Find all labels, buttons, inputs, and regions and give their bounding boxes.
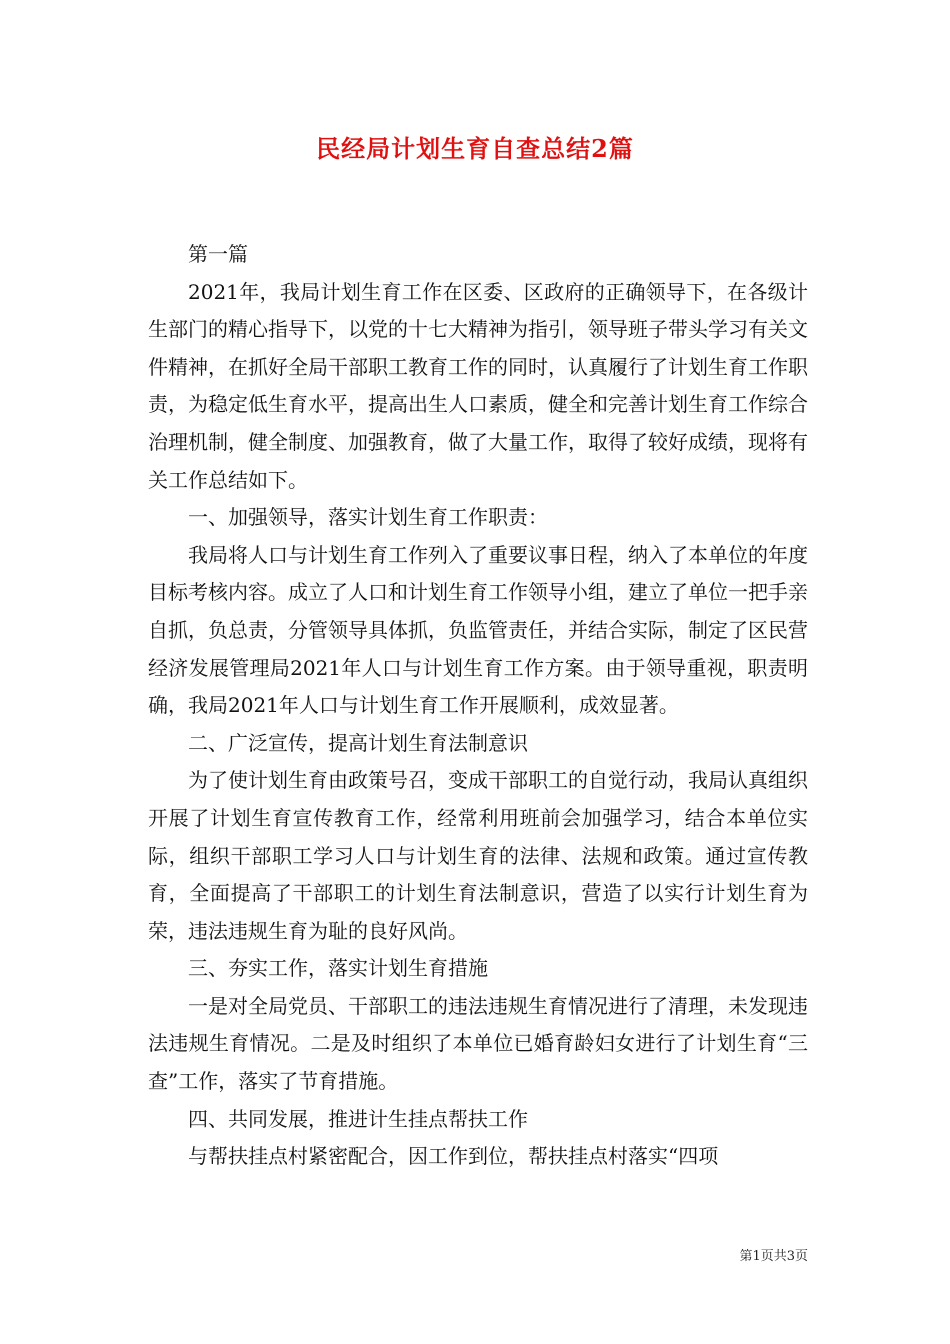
paragraph: 我局将人口与计划生育工作列入了重要议事日程，纳入了本单位的年度目标考核内容。成立了人口和计划生育工作领导小组，建立了单位一把手亲自抓，负总责，分管领导具体抓，负监管责任，并结合实际，制定了区民营经济发展管理局2021年人口与计划生育工作方案。由于领导重视，职责明确，我局2021年人口与计划生育工作开展顺利，成效显著。 — [148, 542, 808, 718]
paragraph: 2021年，我局计划生育工作在区委、区政府的正确领导下，在各级计生部门的精心指导下，以党的十七大精神为指引，领导班子带头学习有关文件精神，在抓好全局干部职工教育工作的同时，认真履行了计划生育工作职责，为稳定低生育水平，提高出生人口素质，健全和完善计划生育工作综合治理机制，健全制度、加强教育，做了大量工作，取得了较好成绩，现将有关工作总结如下。 — [148, 279, 808, 492]
document-body — [148, 236, 808, 1176]
paragraph: 与帮扶挂点村紧密配合，因工作到位，帮扶挂点村落实“四项 — [188, 1144, 719, 1169]
document-title: 民经局计划生育自查总结2篇 — [316, 134, 634, 163]
page-number: 第1页共3页 — [739, 1249, 808, 1264]
section-heading: 四、共同发展，推进计生挂点帮扶工作 — [188, 1106, 528, 1131]
section-heading: 二、广泛宣传，提高计划生育法制意识 — [188, 730, 528, 755]
section-heading: 一、加强领导，落实计划生育工作职责： — [188, 505, 548, 530]
section-heading: 三、夯实工作，落实计划生育措施 — [188, 956, 488, 981]
section-heading: 第一篇 — [188, 242, 248, 266]
paragraph: 为了使计划生育由政策号召，变成干部职工的自觉行动，我局认真组织开展了计划生育宣传教育工作，经常利用班前会加强学习，结合本单位实际，组织干部职工学习人口与计划生育的法律、法规和政策。通过宣传教育，全面提高了干部职工的计划生育法制意识，营造了以实行计划生育为荣，违法违规生育为耻的良好风尚。 — [148, 768, 808, 943]
paragraph: 一是对全局党员、干部职工的违法违规生育情况进行了清理，未发现违法违规生育情况。二是及时组织了本单位已婚育龄妇女进行了计划生育“三查”工作，落实了节育措施。 — [148, 993, 808, 1094]
